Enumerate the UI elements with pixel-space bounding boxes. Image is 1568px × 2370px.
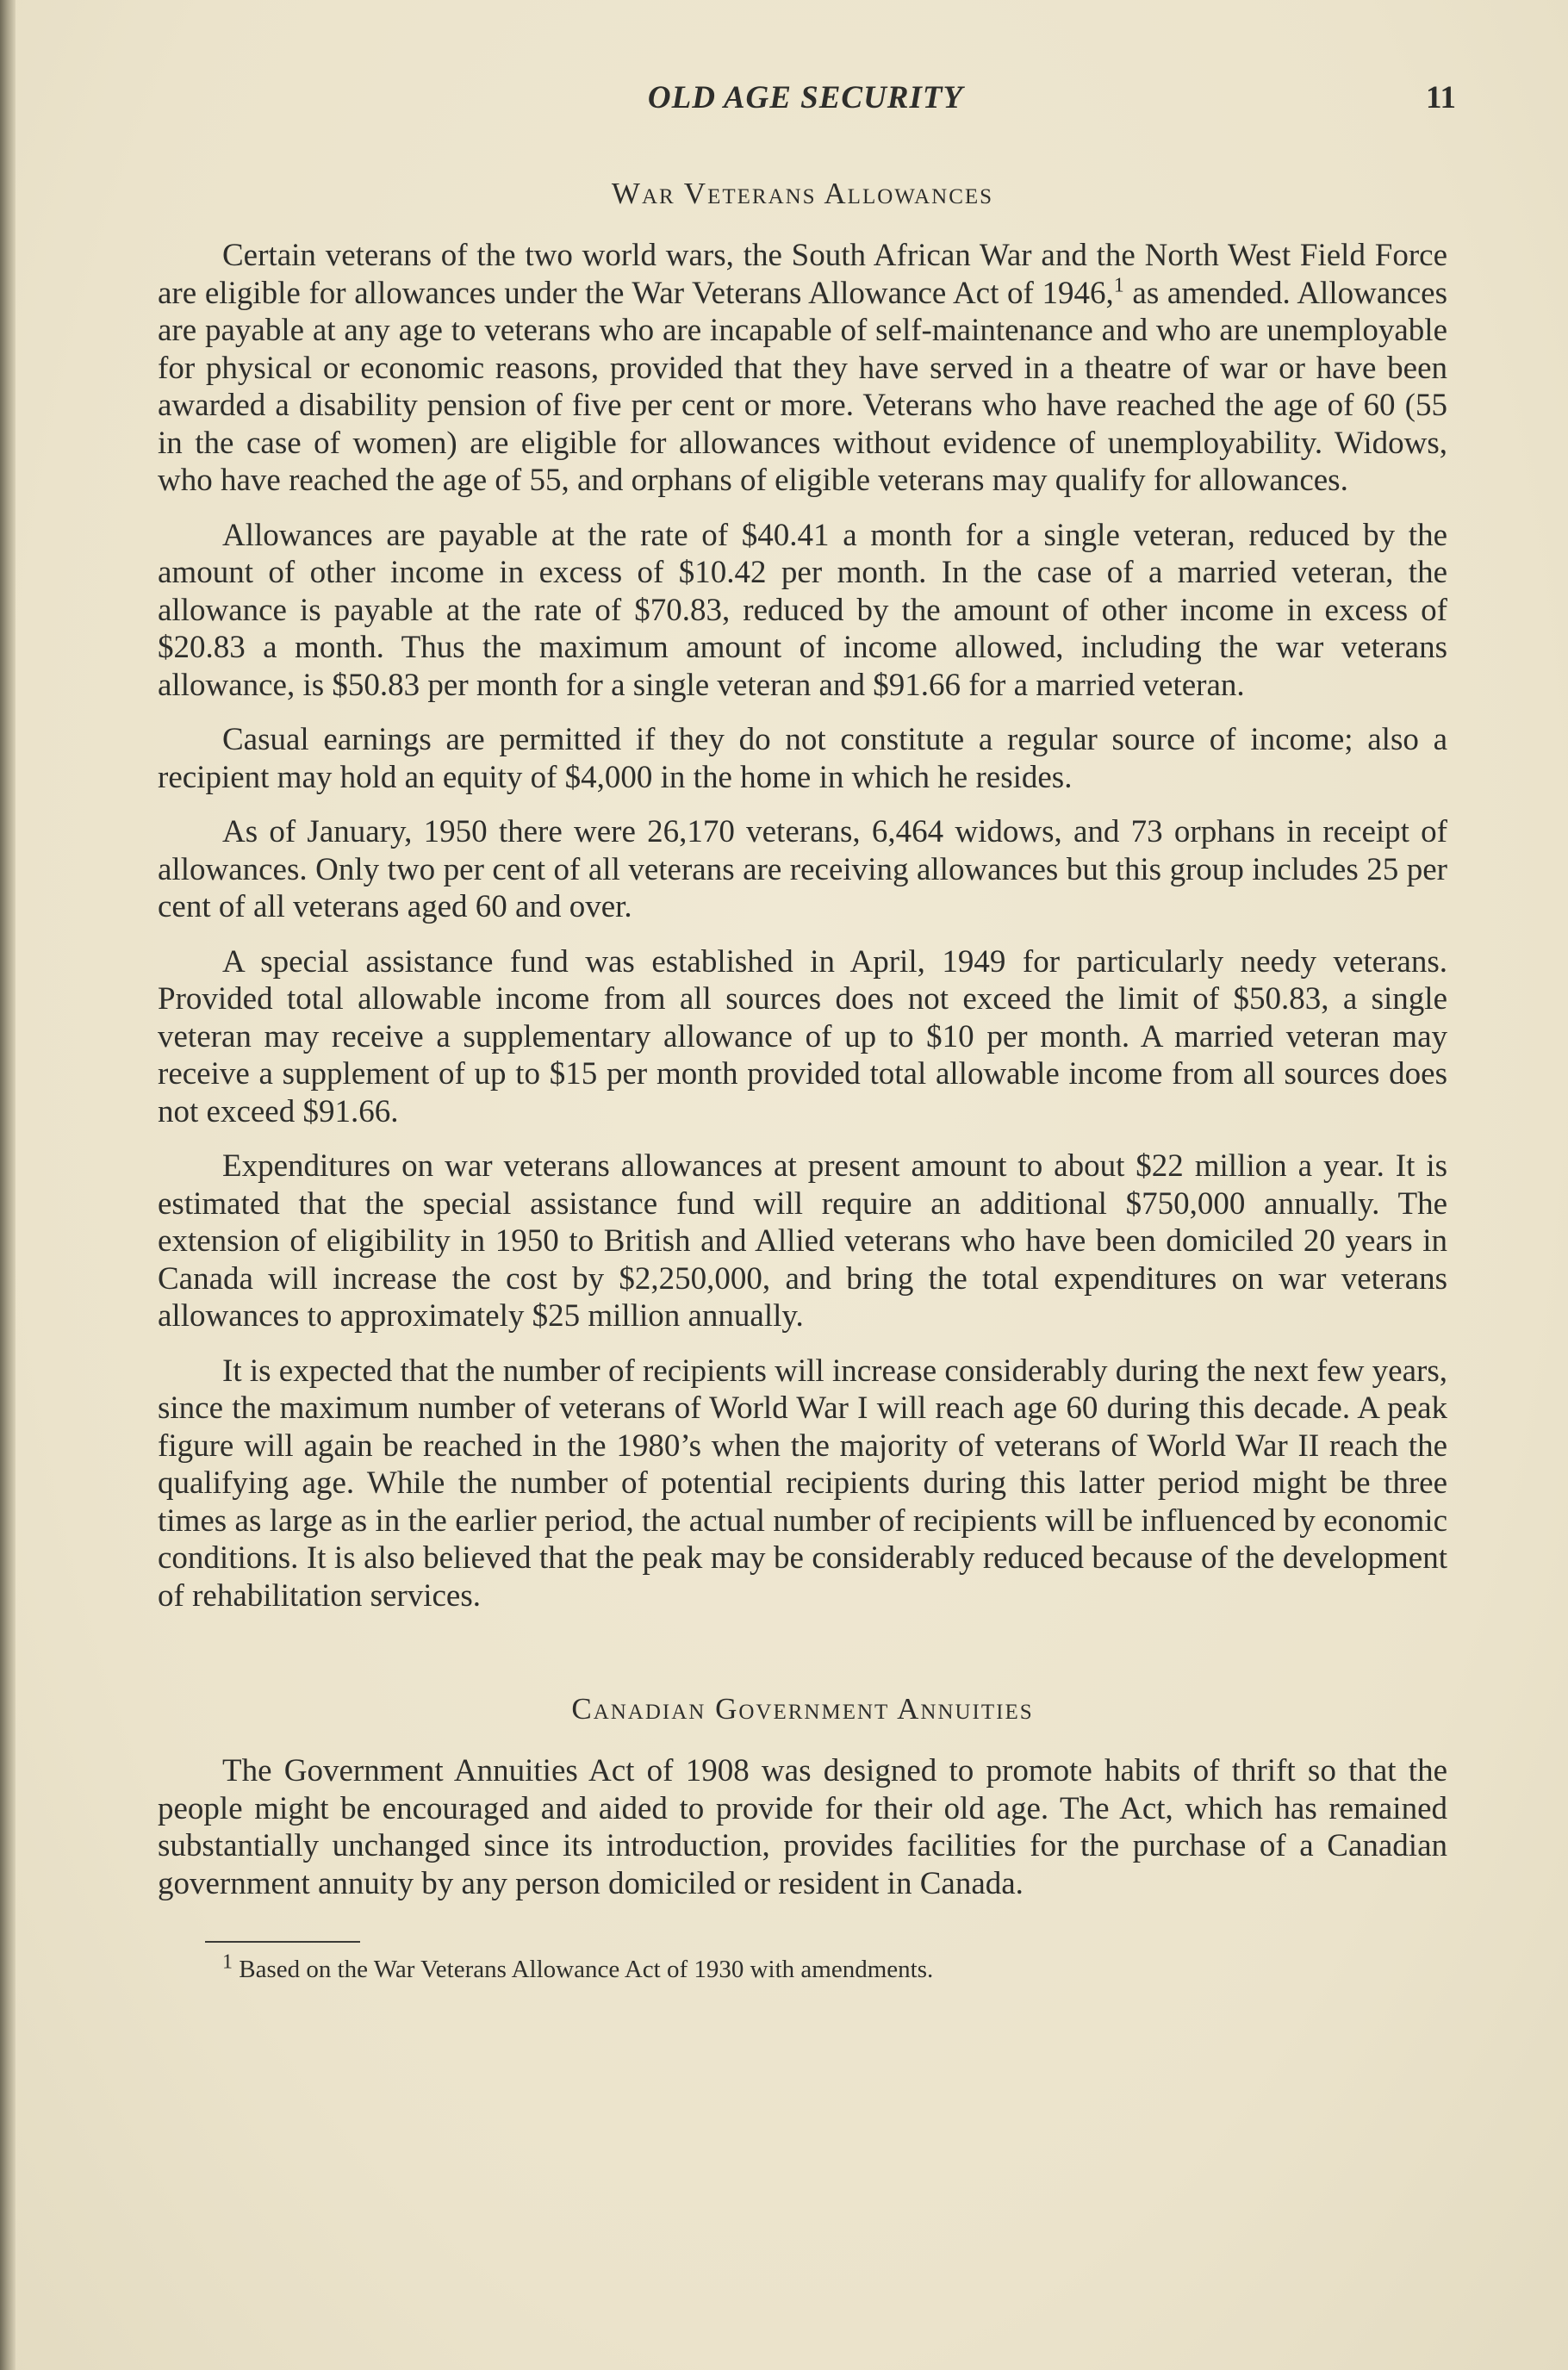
paragraph: Expenditures on war veterans allowances at present amount to about $22 million a year. It is estimated that the special assistance fund will require an additional $750,000 annually. The extension of eligibility in 1950 to British and Allied veterans who have been domiciled 20 years in Canada will increase the cost by $2,250,000, and bring the total expenditures on war veterans allowances to approximately $25 million annually.: [158, 1148, 1447, 1334]
page-body: [158, 177, 1447, 1984]
paragraph-text: Certain veterans of the two world wars, the South African War and the North West Field Force are eligible for allowances under the War Veterans Allowance Act of 1946,: [158, 238, 1447, 311]
footnote: [158, 1950, 1447, 1984]
book-binding-edge: [0, 0, 16, 2370]
paragraph: Allowances are payable at the rate of $40.41 a month for a single veteran, reduced by the amount of other income in excess of $10.42 per month. In the case of a married veteran, the allowance is payable at the rate of $70.83, reduced by the amount of other income in excess of $20.83 a month. Thus the maximum amount of income allowed, including the war veterans allowance, is $50.83 per month for a single veteran and $91.66 for a married veteran.: [158, 517, 1447, 703]
paragraph: [158, 237, 1447, 500]
paragraph: The Government Annuities Act of 1908 was designed to promote habits of thrift so that the people might be encouraged and aided to provide for their old age. The Act, which has remained substantially unchanged since its introduction, provides facilities for the purchase of a Canadian government annuity by any person domiciled or resident in Canada.: [158, 1753, 1447, 1901]
section-spacer: [158, 1632, 1447, 1692]
footnote-text: Based on the War Veterans Allowance Act of 1930 with amendments.: [233, 1956, 934, 1983]
paragraph-text: as amended. Allowances are payable at any age to veterans who are incapable of self-maintenance and who are unemployable for physical or economic reasons, provided that they have served in a theatre of war or have been awarded a disability pension of five per cent or more. Veterans who have reached the age of 60 (55 in the case of women) are eligible for allowances without evidence of unemployability. Widows, who have reached the age of 55, and orphans of eligible veterans may qualify for allowances.: [158, 275, 1447, 498]
running-title: OLD AGE SECURITY: [647, 80, 964, 115]
paragraph: A special assistance fund was established in April, 1949 for particularly needy veterans. Provided total allowable income from all sources does not exceed the limit of $50.83, a single veteran may receive a supplementary allowance of up to $10 per month. A married veteran may receive a supplement of up to $15 per month provided total allowable income from all sources does not exceed $91.66.: [158, 943, 1447, 1129]
footnote-divider: [205, 1941, 360, 1943]
footnote-reference: 1: [1113, 274, 1124, 297]
footnote-marker: 1: [222, 1950, 233, 1974]
page-header: [155, 79, 1456, 122]
section-canadian-government-annuities: [158, 1692, 1447, 1902]
paragraph: As of January, 1950 there were 26,170 veterans, 6,464 widows, and 73 orphans in receipt of allowances. Only two per cent of all veterans are receiving allowances but this group includes 25 per cent of all veterans aged 60 and over.: [158, 814, 1447, 924]
section-war-veterans-allowances: [158, 177, 1447, 1614]
section-heading: Canadian Government Annuities: [571, 1692, 1034, 1726]
section-heading: War Veterans Allowances: [611, 177, 994, 210]
paragraph: It is expected that the number of recipients will increase considerably during the next few years, since the maximum number of veterans of World War I will reach age 60 during this decade. A peak figure will again be reached in the 1980’s when the majority of veterans of World War II reach the qualifying age. While the number of potential recipients during this latter period might be three times as large as in the earlier period, the actual number of recipients will be influenced by economic conditions. It is also believed that the peak may be considerably reduced because of the development of rehabilitation services.: [158, 1353, 1447, 1614]
paragraph: Casual earnings are permitted if they do not constitute a regular source of income; also a recipient may hold an equity of $4,000 in the home in which he resides.: [158, 722, 1447, 795]
page-number: 11: [1426, 80, 1456, 115]
